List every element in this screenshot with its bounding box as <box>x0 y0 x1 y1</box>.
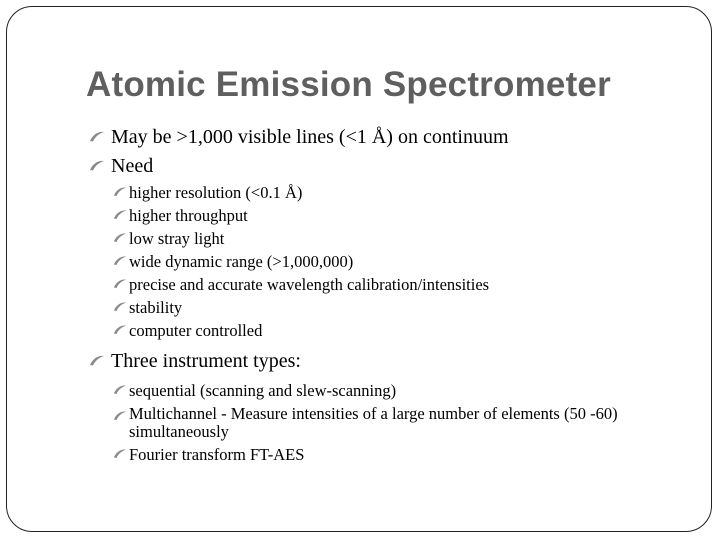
swoosh-bullet-icon <box>113 383 127 397</box>
swoosh-bullet-icon <box>113 185 127 199</box>
swoosh-bullet-icon <box>89 158 105 174</box>
swoosh-bullet-icon <box>113 447 127 461</box>
sub-bullet-point <box>87 204 697 227</box>
sub-bullet-point <box>87 181 697 204</box>
bullet-text: May be >1,000 visible lines (<1 Å) on continuum <box>111 126 509 148</box>
slide-body <box>87 123 697 466</box>
swoosh-bullet-icon <box>113 277 127 291</box>
swoosh-bullet-icon <box>113 300 127 314</box>
slide-title: Atomic Emission Spectrometer <box>86 65 611 104</box>
sub-bullet-point <box>87 227 697 250</box>
bullet-text: Need <box>111 155 154 177</box>
sub-bullet-text: low stray light <box>129 229 225 248</box>
sub-bullet-point <box>87 405 697 441</box>
bullet-point <box>87 123 697 152</box>
swoosh-bullet-icon <box>113 254 127 268</box>
need-sublist <box>87 181 697 342</box>
swoosh-bullet-icon <box>113 323 127 337</box>
sub-bullet-text: Multichannel - Measure intensities of a large number of elements (50 -60) simultaneously <box>129 404 618 441</box>
swoosh-bullet-icon <box>113 409 127 423</box>
sub-bullet-point <box>87 443 697 466</box>
swoosh-bullet-icon <box>89 129 105 145</box>
sub-bullet-point <box>87 379 697 402</box>
swoosh-bullet-icon <box>113 208 127 222</box>
bullet-point <box>87 347 697 376</box>
sub-bullet-text: wide dynamic range (>1,000,000) <box>129 252 354 271</box>
sub-bullet-point <box>87 296 697 319</box>
slide-frame <box>6 6 712 532</box>
sub-bullet-text: stability <box>129 298 183 317</box>
bullet-list <box>87 123 697 466</box>
swoosh-bullet-icon <box>89 353 105 369</box>
sub-bullet-text: Fourier transform FT-AES <box>129 445 305 464</box>
sub-bullet-text: higher throughput <box>129 206 248 225</box>
sub-bullet-text: precise and accurate wavelength calibration/intensities <box>129 275 490 294</box>
bullet-point <box>87 152 697 181</box>
sub-bullet-text: computer controlled <box>129 321 263 340</box>
bullet-text: Three instrument types: <box>111 350 301 372</box>
types-sublist <box>87 379 697 466</box>
sub-bullet-point <box>87 319 697 342</box>
swoosh-bullet-icon <box>113 231 127 245</box>
sub-bullet-point <box>87 273 697 296</box>
sub-bullet-text: sequential (scanning and slew-scanning) <box>129 381 397 400</box>
sub-bullet-point <box>87 250 697 273</box>
sub-bullet-text: higher resolution (<0.1 Å) <box>129 183 303 202</box>
